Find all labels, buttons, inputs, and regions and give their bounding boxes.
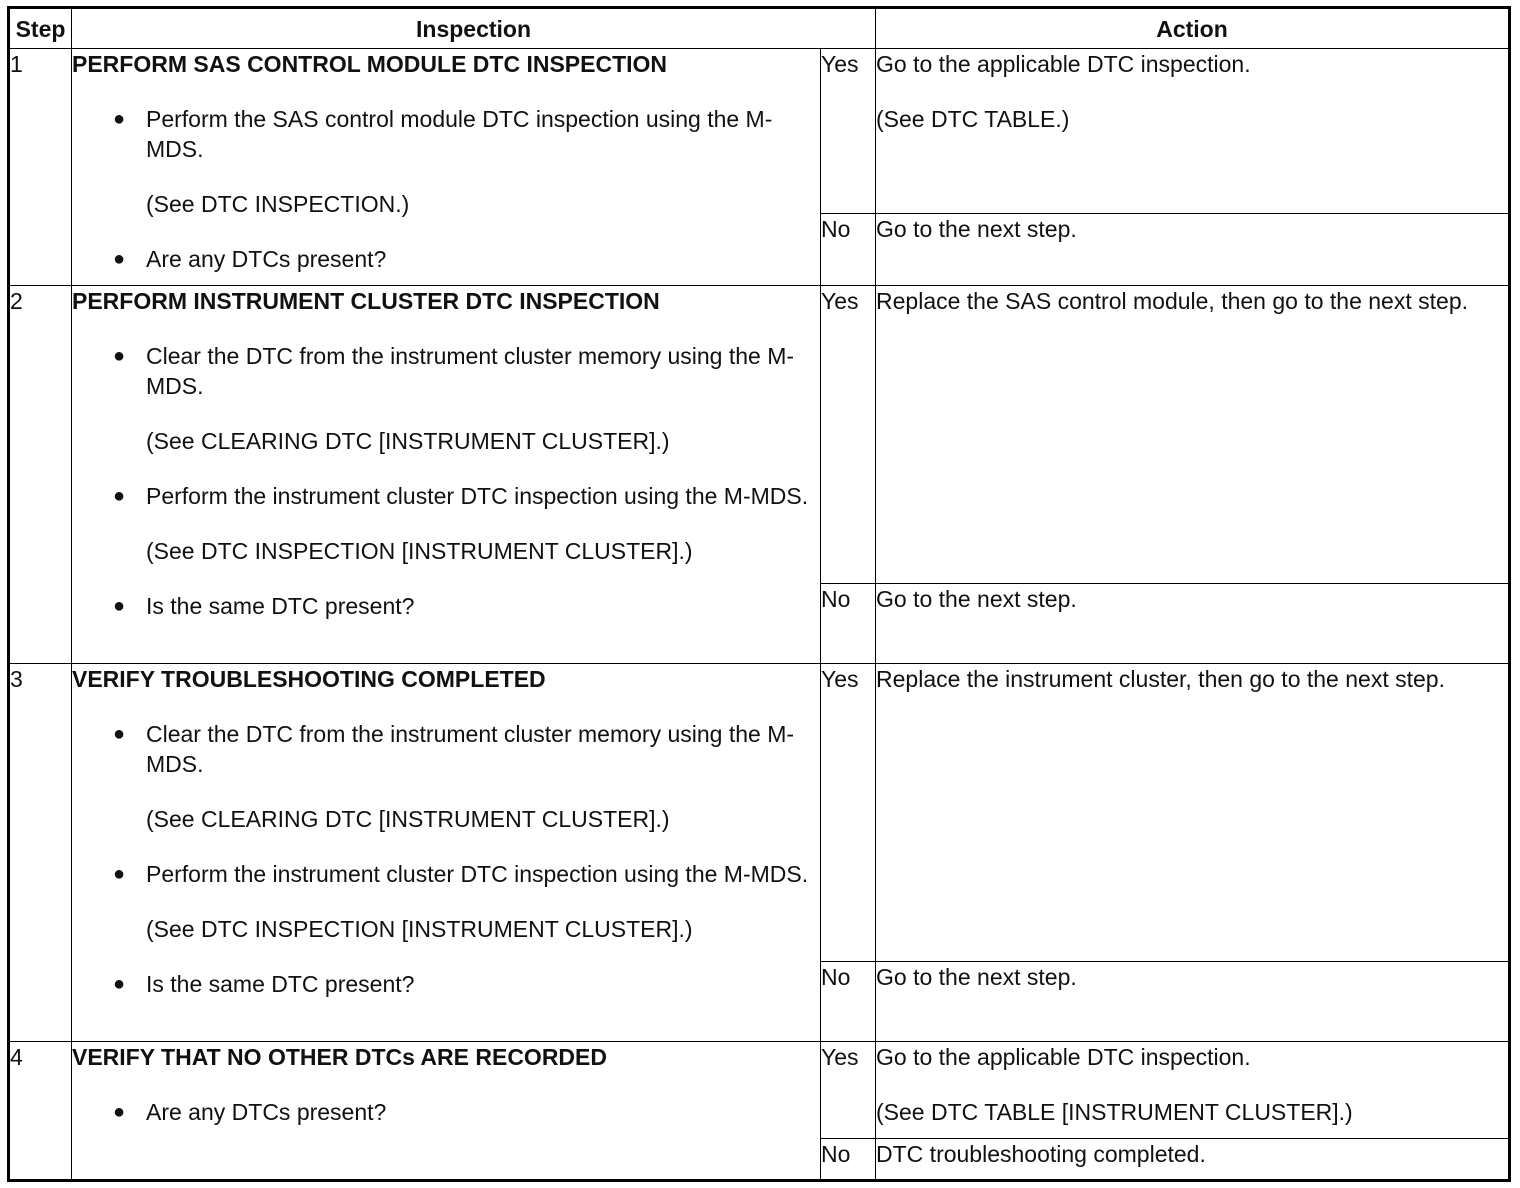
header-row	[9, 8, 1510, 49]
inspection-cell	[72, 286, 821, 664]
bullet-text: Perform the instrument cluster DTC inspection using the M-MDS.	[146, 861, 809, 887]
step-3-yes-row	[9, 664, 1510, 962]
reference-note: (See DTC INSPECTION [INSTRUMENT CLUSTER].)	[146, 916, 693, 942]
step-1-yes-row	[9, 49, 1510, 214]
bullet-item	[72, 969, 820, 999]
bullet-item	[72, 719, 820, 834]
reference-note: (See DTC INSPECTION [INSTRUMENT CLUSTER].)	[146, 538, 693, 564]
yes-label: Yes	[821, 49, 876, 214]
action-column-header: Action	[876, 8, 1510, 49]
yes-label: Yes	[821, 1042, 876, 1139]
step-title: PERFORM SAS CONTROL MODULE DTC INSPECTION	[72, 51, 668, 77]
inspection-bullets	[72, 341, 820, 621]
no-label: No	[821, 1139, 876, 1181]
step-title: VERIFY TROUBLESHOOTING COMPLETED	[72, 666, 546, 692]
yes-action-cell: Replace the instrument cluster, then go to the next step.	[876, 664, 1510, 962]
yes-action-cell	[876, 49, 1510, 214]
no-label: No	[821, 214, 876, 286]
action-reference-note: (See DTC TABLE [INSTRUMENT CLUSTER].)	[876, 1099, 1353, 1125]
inspection-column-header: Inspection	[72, 8, 876, 49]
yes-label: Yes	[821, 286, 876, 584]
no-label: No	[821, 962, 876, 1042]
bullet-item	[72, 1097, 820, 1127]
no-action-cell: DTC troubleshooting completed.	[876, 1139, 1510, 1181]
step-number: 4	[9, 1042, 72, 1181]
step-2-yes-row	[9, 286, 1510, 584]
reference-note: (See CLEARING DTC [INSTRUMENT CLUSTER].)	[146, 806, 670, 832]
troubleshooting-table	[7, 6, 1511, 1182]
bullet-text: Is the same DTC present?	[146, 593, 415, 619]
action-text: Go to the applicable DTC inspection.	[876, 1044, 1251, 1070]
reference-note: (See CLEARING DTC [INSTRUMENT CLUSTER].)	[146, 428, 670, 454]
action-reference-note: (See DTC TABLE.)	[876, 106, 1070, 132]
action-text: Go to the applicable DTC inspection.	[876, 51, 1251, 77]
bullet-item	[72, 859, 820, 944]
yes-action-cell	[876, 1042, 1510, 1139]
bullet-text: Is the same DTC present?	[146, 971, 415, 997]
bullet-item	[72, 591, 820, 621]
inspection-bullets	[72, 104, 820, 274]
bullet-item	[72, 244, 820, 274]
inspection-bullets	[72, 1097, 820, 1127]
yes-action-cell: Replace the SAS control module, then go to the next step.	[876, 286, 1510, 584]
bullet-text: Clear the DTC from the instrument cluster memory using the M-MDS.	[146, 721, 795, 777]
bullet-text: Clear the DTC from the instrument cluster memory using the M-MDS.	[146, 343, 795, 399]
bullet-item	[72, 104, 820, 219]
step-4-yes-row	[9, 1042, 1510, 1139]
no-action-cell: Go to the next step.	[876, 962, 1510, 1042]
bullet-item	[72, 481, 820, 566]
reference-note: (See DTC INSPECTION.)	[146, 191, 410, 217]
inspection-bullets	[72, 719, 820, 999]
no-action-cell: Go to the next step.	[876, 584, 1510, 664]
bullet-text: Perform the instrument cluster DTC inspection using the M-MDS.	[146, 483, 809, 509]
bullet-item	[72, 341, 820, 456]
step-number: 2	[9, 286, 72, 664]
step-number: 3	[9, 664, 72, 1042]
step-number: 1	[9, 49, 72, 286]
bullet-text: Perform the SAS control module DTC inspection using the M-MDS.	[146, 106, 773, 162]
bullet-text: Are any DTCs present?	[146, 1099, 387, 1125]
yes-label: Yes	[821, 664, 876, 962]
step-title: VERIFY THAT NO OTHER DTCs ARE RECORDED	[72, 1044, 607, 1070]
inspection-cell	[72, 49, 821, 286]
bullet-text: Are any DTCs present?	[146, 246, 387, 272]
no-action-cell: Go to the next step.	[876, 214, 1510, 286]
step-title: PERFORM INSTRUMENT CLUSTER DTC INSPECTION	[72, 288, 660, 314]
inspection-cell	[72, 664, 821, 1042]
step-column-header: Step	[9, 8, 72, 49]
inspection-cell	[72, 1042, 821, 1181]
no-label: No	[821, 584, 876, 664]
